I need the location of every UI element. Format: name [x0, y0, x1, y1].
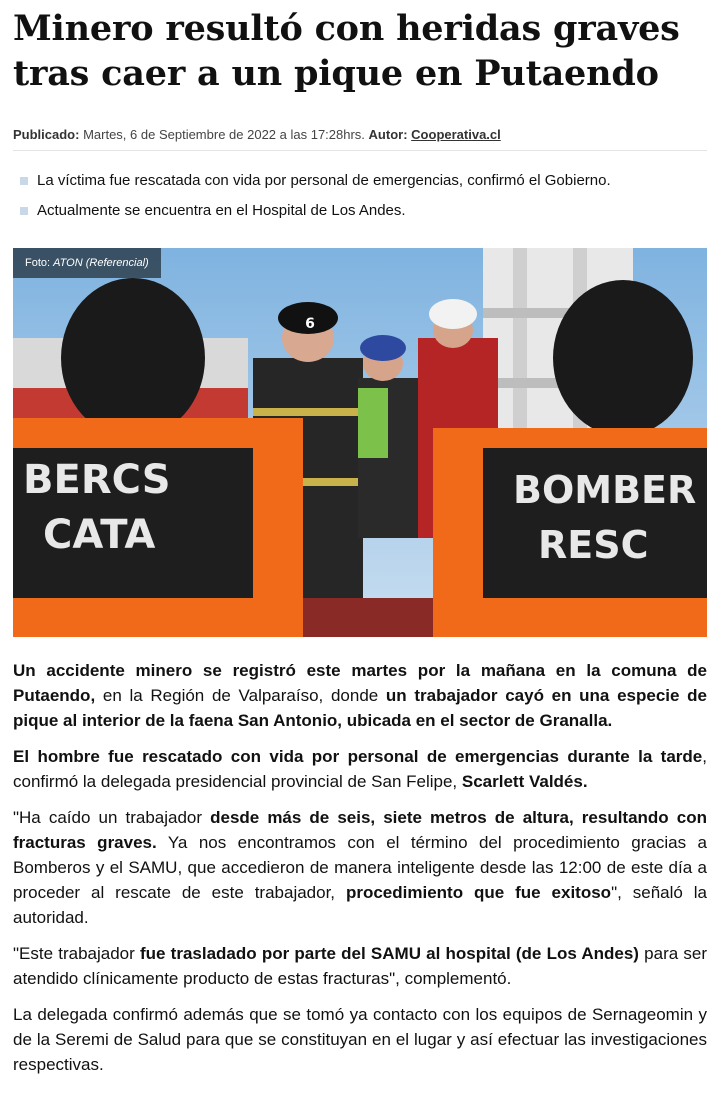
published-label: Publicado:	[13, 127, 80, 142]
p3-bold-1: desde más de seis, siete metros de altura, resultando con fracturas graves.	[13, 808, 707, 852]
summary-item	[13, 201, 707, 221]
article-photo[interactable]	[13, 248, 707, 637]
helmet-number: 6	[305, 316, 315, 332]
paragraph-5	[13, 1002, 707, 1077]
p4-text-2: para ser atendido clínicamente producto de estas fracturas", complementó.	[13, 944, 707, 988]
p1-bold-2: un trabajador cayó en una especie de pique al interior de la faena San Antonio, ubicada en el sector de Granalla.	[13, 686, 707, 730]
p4-text-1: "Este trabajador	[13, 944, 140, 963]
article-body	[13, 658, 707, 1088]
photo-caption-credit: ATON (Referencial)	[53, 257, 149, 269]
p2-text-1: , confirmó la delegada presidencial provincial de San Felipe,	[13, 747, 707, 791]
paragraph-1	[13, 658, 707, 733]
rescue-scene-image	[13, 248, 707, 637]
jacket-left-line1: BERCS	[23, 457, 171, 503]
p3-bold-2: procedimiento que fue exitoso	[345, 883, 612, 902]
paragraph-4	[13, 941, 707, 991]
paragraph-2	[13, 744, 707, 794]
bullet-square-icon	[20, 207, 28, 215]
p3-text-2: Ya nos encontramos con el término del procedimiento gracias a Bomberos y el SAMU, que accedieron de manera inteligente desde las 12:00 de este día a proceder al rescate de este trabajador,	[13, 833, 707, 902]
author-label: Autor:	[368, 127, 408, 142]
article-title: Minero resultó con heridas graves tras caer a un pique en Putaendo	[13, 8, 680, 94]
p3-text-3: ", señaló la autoridad.	[13, 883, 707, 927]
p2-bold-1: El hombre fue rescatado con vida por personal de emergencias durante la tarde	[13, 747, 703, 766]
article-meta	[13, 127, 707, 151]
p1-text-1: en la Región de Valparaíso, donde	[95, 686, 386, 705]
p2-bold-2: Scarlett Valdés.	[461, 772, 588, 791]
jacket-right-line1: BOMBER	[513, 468, 697, 512]
author-link[interactable]: Cooperativa.cl	[411, 127, 501, 142]
summary-item-text: La víctima fue rescatada con vida por personal de emergencias, confirmó el Gobierno.	[37, 172, 611, 189]
jacket-right-line2: RESC	[538, 523, 649, 567]
jacket-left-line2: CATA	[43, 512, 156, 558]
p4-bold-1: fue trasladado por parte del SAMU al hospital (de Los Andes)	[139, 944, 639, 963]
p5-text-1: La delegada confirmó además que se tomó ya contacto con los equipos de Sernageomin y de la Seremi de Salud para que se constituyan en el lugar y así efectuar las investigaciones respectivas.	[13, 1005, 707, 1074]
p3-text-1: "Ha caído un trabajador	[13, 808, 211, 827]
photo-caption	[13, 248, 161, 278]
article-summary-list	[13, 171, 707, 231]
published-date: Martes, 6 de Septiembre de 2022 a las 17:28hrs.	[83, 127, 365, 142]
summary-item	[13, 171, 707, 191]
bullet-square-icon	[20, 177, 28, 185]
summary-item-text: Actualmente se encuentra en el Hospital de Los Andes.	[37, 202, 406, 219]
p1-bold-1: Un accidente minero se registró este martes por la mañana en la comuna de Putaendo,	[13, 661, 707, 705]
paragraph-3	[13, 805, 707, 930]
photo-caption-prefix: Foto:	[25, 257, 54, 269]
